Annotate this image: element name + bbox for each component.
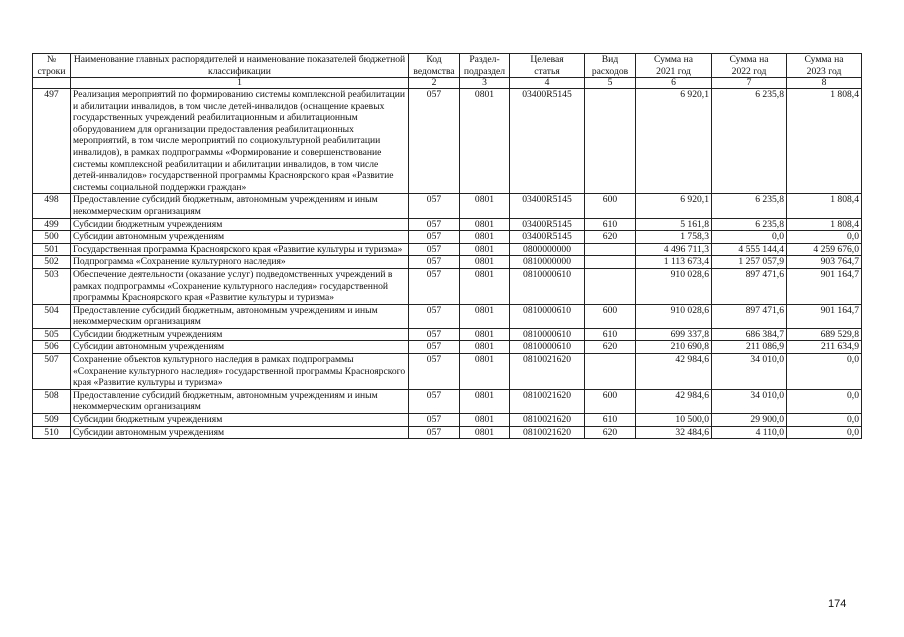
row-section: 0801 xyxy=(460,414,510,427)
row-sum-2022: 6 235,8 xyxy=(712,194,787,218)
row-code: 057 xyxy=(409,231,460,244)
row-section: 0801 xyxy=(460,389,510,413)
row-kind: 610 xyxy=(585,328,636,341)
row-code: 057 xyxy=(409,414,460,427)
row-target: 0810021620 xyxy=(510,389,585,413)
row-kind xyxy=(585,354,636,390)
table-header xyxy=(33,54,862,89)
row-sum-2022: 897 471,6 xyxy=(712,268,787,304)
row-code: 057 xyxy=(409,243,460,256)
row-sum-2022: 34 010,0 xyxy=(712,389,787,413)
row-sum-2021: 4 496 711,3 xyxy=(636,243,712,256)
row-name: Подпрограмма «Сохранение культурного наследия» xyxy=(71,256,409,269)
row-section: 0801 xyxy=(460,328,510,341)
row-code: 057 xyxy=(409,194,460,218)
row-name: Субсидии автономным учреждениям xyxy=(71,426,409,439)
row-sum-2022: 6 235,8 xyxy=(712,89,787,194)
column-number-row xyxy=(33,78,862,89)
row-sum-2021: 1 113 673,4 xyxy=(636,256,712,269)
row-target: 03400R5145 xyxy=(510,194,585,218)
row-sum-2023: 211 634,9 xyxy=(787,341,862,354)
row-code: 057 xyxy=(409,341,460,354)
row-code: 057 xyxy=(409,389,460,413)
row-section: 0801 xyxy=(460,426,510,439)
table-row xyxy=(33,414,862,427)
header-2021 xyxy=(636,54,712,78)
row-number: 498 xyxy=(33,194,71,218)
row-sum-2022: 0,0 xyxy=(712,231,787,244)
table-row xyxy=(33,389,862,413)
table-row xyxy=(33,354,862,390)
row-sum-2022: 4 110,0 xyxy=(712,426,787,439)
budget-table xyxy=(32,53,862,439)
row-code: 057 xyxy=(409,426,460,439)
row-number: 505 xyxy=(33,328,71,341)
header-section xyxy=(460,54,510,78)
row-number: 506 xyxy=(33,341,71,354)
row-kind: 620 xyxy=(585,231,636,244)
row-sum-2023: 689 529,8 xyxy=(787,328,862,341)
row-section: 0801 xyxy=(460,231,510,244)
header-kind xyxy=(585,54,636,78)
row-target: 0810000610 xyxy=(510,341,585,354)
row-sum-2021: 32 484,6 xyxy=(636,426,712,439)
table-row xyxy=(33,256,862,269)
row-sum-2023: 901 164,7 xyxy=(787,268,862,304)
header-row xyxy=(33,54,862,78)
header-2022 xyxy=(712,54,787,78)
row-name: Субсидии бюджетным учреждениям xyxy=(71,218,409,231)
row-target: 0810021620 xyxy=(510,426,585,439)
row-kind: 600 xyxy=(585,304,636,328)
row-name: Субсидии бюджетным учреждениям xyxy=(71,328,409,341)
row-kind: 600 xyxy=(585,389,636,413)
header-2023-label: Сумма на 2023 год xyxy=(804,54,844,77)
row-sum-2023: 1 808,4 xyxy=(787,89,862,194)
header-section-label: Раздел- подраздел xyxy=(463,54,506,77)
header-num-label: № строки xyxy=(37,54,66,77)
row-sum-2022: 34 010,0 xyxy=(712,354,787,390)
header-2021-label: Сумма на 2021 год xyxy=(654,54,693,77)
row-sum-2022: 4 555 144,4 xyxy=(712,243,787,256)
row-number: 497 xyxy=(33,89,71,194)
column-number: 3 xyxy=(460,78,510,89)
row-kind: 620 xyxy=(585,341,636,354)
row-kind xyxy=(585,89,636,194)
row-name: Предоставление субсидий бюджетным, автономным учреждениям и иным некоммерческим организациям xyxy=(71,304,409,328)
row-target: 0810000610 xyxy=(510,328,585,341)
header-num xyxy=(33,54,71,78)
row-kind xyxy=(585,243,636,256)
row-sum-2021: 910 028,6 xyxy=(636,304,712,328)
row-section: 0801 xyxy=(460,341,510,354)
row-name: Государственная программа Красноярского края «Развитие культуры и туризма» xyxy=(71,243,409,256)
row-section: 0801 xyxy=(460,89,510,194)
row-sum-2023: 1 808,4 xyxy=(787,218,862,231)
row-sum-2023: 901 164,7 xyxy=(787,304,862,328)
header-name xyxy=(71,54,409,78)
row-sum-2022: 211 086,9 xyxy=(712,341,787,354)
table-row xyxy=(33,89,862,194)
table-row xyxy=(33,426,862,439)
row-sum-2022: 686 384,7 xyxy=(712,328,787,341)
row-target: 0810021620 xyxy=(510,354,585,390)
row-code: 057 xyxy=(409,354,460,390)
row-sum-2021: 1 758,3 xyxy=(636,231,712,244)
row-section: 0801 xyxy=(460,268,510,304)
row-target: 0810000610 xyxy=(510,268,585,304)
header-2022-label: Сумма на 2022 год xyxy=(729,54,769,77)
row-number: 500 xyxy=(33,231,71,244)
header-2023 xyxy=(787,54,862,78)
row-target: 03400R5145 xyxy=(510,218,585,231)
row-name: Субсидии бюджетным учреждениям xyxy=(71,414,409,427)
row-sum-2021: 42 984,6 xyxy=(636,389,712,413)
row-number: 510 xyxy=(33,426,71,439)
row-name: Субсидии автономным учреждениям xyxy=(71,341,409,354)
table-row xyxy=(33,328,862,341)
row-sum-2021: 42 984,6 xyxy=(636,354,712,390)
column-number: 7 xyxy=(712,78,787,89)
row-sum-2021: 910 028,6 xyxy=(636,268,712,304)
row-sum-2023: 0,0 xyxy=(787,231,862,244)
row-code: 057 xyxy=(409,304,460,328)
header-kind-label: Вид расходов xyxy=(591,54,629,77)
row-name: Обеспечение деятельности (оказание услуг) подведомственных учреждений в рамках подпрограммы «Сохранение культурного наследия» государственной программы Красноярского края «Развитие культуры и туризма» xyxy=(71,268,409,304)
row-sum-2021: 210 690,8 xyxy=(636,341,712,354)
column-number: 2 xyxy=(409,78,460,89)
row-sum-2022: 29 900,0 xyxy=(712,414,787,427)
header-name-label: Наименование главных распорядителей и наименование показателей бюджетной классификации xyxy=(73,54,406,77)
row-code: 057 xyxy=(409,268,460,304)
table-row xyxy=(33,304,862,328)
column-number: 5 xyxy=(585,78,636,89)
row-section: 0801 xyxy=(460,354,510,390)
row-kind: 620 xyxy=(585,426,636,439)
row-number: 502 xyxy=(33,256,71,269)
table-row xyxy=(33,341,862,354)
row-number: 503 xyxy=(33,268,71,304)
row-target: 03400R5145 xyxy=(510,89,585,194)
row-kind: 600 xyxy=(585,194,636,218)
row-target: 03400R5145 xyxy=(510,231,585,244)
header-target xyxy=(510,54,585,78)
table-row xyxy=(33,231,862,244)
row-target: 0800000000 xyxy=(510,243,585,256)
row-name: Предоставление субсидий бюджетным, автономным учреждениям и иным некоммерческим организациям xyxy=(71,194,409,218)
row-sum-2023: 0,0 xyxy=(787,414,862,427)
row-target: 0810021620 xyxy=(510,414,585,427)
row-section: 0801 xyxy=(460,256,510,269)
table-row xyxy=(33,243,862,256)
row-code: 057 xyxy=(409,89,460,194)
row-section: 0801 xyxy=(460,218,510,231)
column-number xyxy=(33,78,71,89)
row-sum-2023: 0,0 xyxy=(787,354,862,390)
row-sum-2021: 10 500,0 xyxy=(636,414,712,427)
row-sum-2022: 1 257 057,9 xyxy=(712,256,787,269)
header-code-label: Код ведомства xyxy=(413,54,455,77)
row-section: 0801 xyxy=(460,194,510,218)
row-target: 0810000610 xyxy=(510,304,585,328)
row-number: 501 xyxy=(33,243,71,256)
row-number: 507 xyxy=(33,354,71,390)
header-target-label: Целевая статья xyxy=(530,54,564,77)
table-row xyxy=(33,268,862,304)
row-code: 057 xyxy=(409,256,460,269)
column-number: 6 xyxy=(636,78,712,89)
row-number: 509 xyxy=(33,414,71,427)
row-sum-2022: 897 471,6 xyxy=(712,304,787,328)
row-code: 057 xyxy=(409,218,460,231)
row-kind xyxy=(585,256,636,269)
table-row xyxy=(33,194,862,218)
row-kind: 610 xyxy=(585,218,636,231)
row-number: 504 xyxy=(33,304,71,328)
row-number: 499 xyxy=(33,218,71,231)
row-sum-2023: 0,0 xyxy=(787,426,862,439)
row-sum-2021: 6 920,1 xyxy=(636,194,712,218)
row-sum-2021: 6 920,1 xyxy=(636,89,712,194)
row-number: 508 xyxy=(33,389,71,413)
row-kind: 610 xyxy=(585,414,636,427)
row-name: Предоставление субсидий бюджетным, автономным учреждениям и иным некоммерческим организациям xyxy=(71,389,409,413)
table-body xyxy=(33,89,862,439)
row-sum-2021: 5 161,8 xyxy=(636,218,712,231)
column-number: 8 xyxy=(787,78,862,89)
row-section: 0801 xyxy=(460,243,510,256)
table-row xyxy=(33,218,862,231)
row-name: Реализация мероприятий по формированию системы комплексной реабилитации и абилитации инвалидов, в том числе детей-инвалидов (оснащение краевых государственных учреждений реабилитационным и абилитационным оборудованием для организации предоставления реабилитационных мероприятий, в том числе мероприятий по социокультурной реабилитации инвалидов), в рамках подпрограммы «Формирование и совершенствование системы комплексной реабилитации и абилитации инвалидов, в том числе детей-инвалидов» государственной программы Красноярского края «Развитие системы социальной поддержки граждан» xyxy=(71,89,409,194)
page-number: 174 xyxy=(828,598,847,610)
column-number: 4 xyxy=(510,78,585,89)
row-code: 057 xyxy=(409,328,460,341)
row-name: Субсидии автономным учреждениям xyxy=(71,231,409,244)
row-kind xyxy=(585,268,636,304)
row-sum-2022: 6 235,8 xyxy=(712,218,787,231)
row-sum-2023: 0,0 xyxy=(787,389,862,413)
row-sum-2021: 699 337,8 xyxy=(636,328,712,341)
row-sum-2023: 4 259 676,0 xyxy=(787,243,862,256)
header-code xyxy=(409,54,460,78)
row-name: Сохранение объектов культурного наследия в рамках подпрограммы «Сохранение культурного наследия» государственной программы Красноярского края «Развитие культуры и туризма» xyxy=(71,354,409,390)
row-sum-2023: 903 764,7 xyxy=(787,256,862,269)
row-section: 0801 xyxy=(460,304,510,328)
row-target: 0810000000 xyxy=(510,256,585,269)
row-sum-2023: 1 808,4 xyxy=(787,194,862,218)
column-number: 1 xyxy=(71,78,409,89)
